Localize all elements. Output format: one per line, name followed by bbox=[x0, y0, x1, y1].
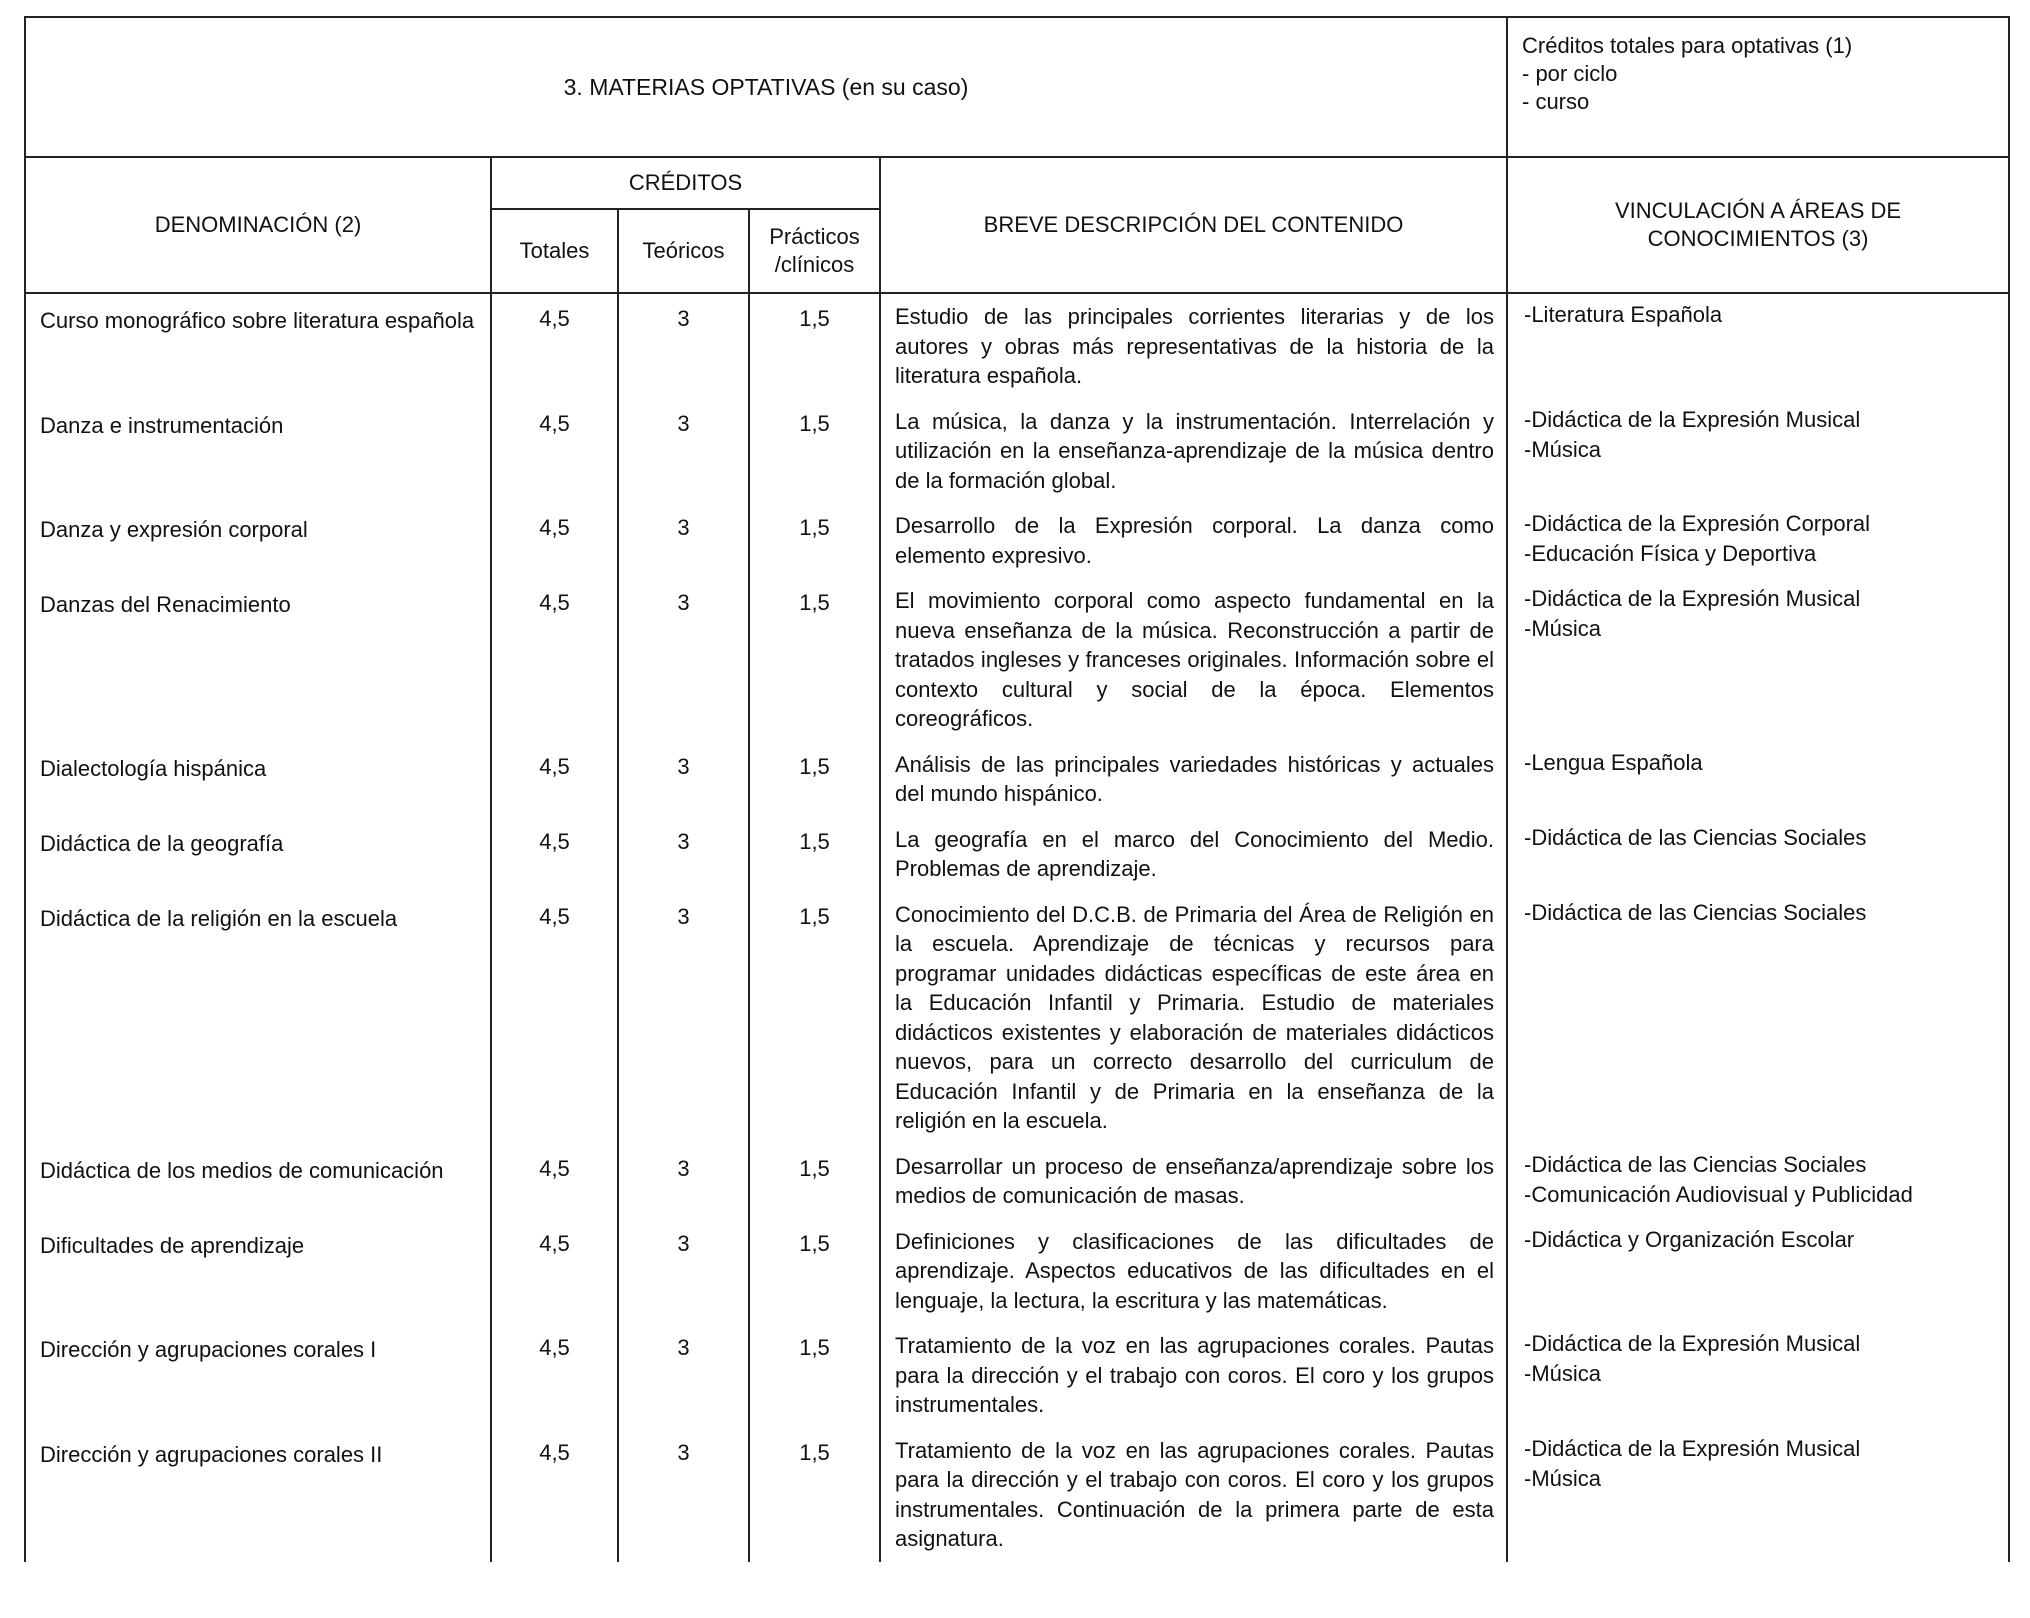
knowledge-area: -Didáctica de la Expresión Musical bbox=[1524, 406, 1861, 432]
subject-description: Desarrollo de la Expresión corporal. La danza como elemento expresivo. bbox=[880, 503, 1507, 578]
header-totales: Totales bbox=[491, 209, 618, 293]
credits-totales: 4,5 bbox=[491, 817, 618, 892]
table-row bbox=[25, 578, 2009, 742]
table-row bbox=[25, 1219, 2009, 1324]
credits-practicos: 1,5 bbox=[749, 503, 880, 578]
credits-teoricos: 3 bbox=[618, 892, 749, 1144]
subject-description: Conocimiento del D.C.B. de Primaria del Área de Religión en la escuela. Aprendizaje de técnicas y recursos para programar unidades didácticas específicas de este área en la Educación Infantil y Primaria. Estudio de materiales didácticos existentes y elaboración de materiales didácticos nuevos, para un correcto desarrollo del curriculum de Educación Infantil y de Primaria en la enseñanza de la religión en la escuela. bbox=[880, 892, 1507, 1144]
knowledge-area: -Educación Física y Deportiva bbox=[1524, 541, 1817, 566]
subject-name: Didáctica de la religión en la escuela bbox=[25, 892, 491, 1144]
credits-teoricos: 3 bbox=[618, 1144, 749, 1219]
header-vinculacion bbox=[1507, 157, 2009, 293]
knowledge-areas bbox=[1507, 1219, 2009, 1324]
subject-name: Dialectología hispánica bbox=[25, 742, 491, 817]
table-row bbox=[25, 293, 2009, 399]
credits-practicos: 1,5 bbox=[749, 1144, 880, 1219]
credits-practicos: 1,5 bbox=[749, 578, 880, 742]
header-descripcion: BREVE DESCRIPCIÓN DEL CONTENIDO bbox=[880, 157, 1507, 293]
credits-totales: 4,5 bbox=[491, 1323, 618, 1428]
header-practicos-line2: /clínicos bbox=[774, 252, 855, 277]
knowledge-area: -Música bbox=[1524, 616, 1602, 641]
optional-subjects-table bbox=[24, 16, 2010, 1562]
header-vinculacion-line1: VINCULACIÓN A ÁREAS DE bbox=[1614, 198, 1902, 223]
subject-name: Dirección y agrupaciones corales II bbox=[25, 1428, 491, 1562]
table-row bbox=[25, 399, 2009, 504]
credits-teoricos: 3 bbox=[618, 742, 749, 817]
knowledge-area: -Música bbox=[1524, 436, 1602, 462]
credits-practicos: 1,5 bbox=[749, 1219, 880, 1324]
subject-name: Dificultades de aprendizaje bbox=[25, 1219, 491, 1324]
knowledge-area: -Literatura Española bbox=[1524, 302, 1723, 327]
subject-description: Tratamiento de la voz en las agrupaciones corales. Pautas para la dirección y el trabajo con coros. El coro y los grupos instrumentales. bbox=[880, 1323, 1507, 1428]
header-practicos bbox=[749, 209, 880, 293]
credits-practicos: 1,5 bbox=[749, 399, 880, 504]
table-row bbox=[25, 892, 2009, 1144]
credits-teoricos: 3 bbox=[618, 1323, 749, 1428]
subject-description: Estudio de las principales corrientes literarias y de los autores y obras más representativas de la historia de la literatura española. bbox=[880, 293, 1507, 399]
knowledge-area: -Lengua Española bbox=[1524, 749, 1703, 775]
credits-totales: 4,5 bbox=[491, 399, 618, 504]
credits-total-title: Créditos totales para optativas (1) bbox=[1522, 33, 1853, 58]
subject-description: El movimiento corporal como aspecto fundamental en la nueva enseñanza de la música. Reconstrucción a partir de tratados ingleses y franceses originales. Información sobre el contexto cultural y social de la época. Elementos coreográficos. bbox=[880, 578, 1507, 742]
credits-per-cycle: - por ciclo bbox=[1522, 61, 1618, 86]
table-row bbox=[25, 1428, 2009, 1562]
credits-total-box bbox=[1507, 17, 2009, 157]
subject-name: Danza e instrumentación bbox=[25, 399, 491, 504]
credits-practicos: 1,5 bbox=[749, 892, 880, 1144]
document-page bbox=[24, 16, 2008, 1562]
credits-teoricos: 3 bbox=[618, 399, 749, 504]
table-body bbox=[25, 293, 2009, 1562]
subject-name: Danzas del Renacimiento bbox=[25, 578, 491, 742]
subject-name: Dirección y agrupaciones corales I bbox=[25, 1323, 491, 1428]
knowledge-area: -Didáctica de la Expresión Musical bbox=[1524, 1435, 1861, 1461]
credits-teoricos: 3 bbox=[618, 503, 749, 578]
subject-description: Desarrollar un proceso de enseñanza/aprendizaje sobre los medios de comunicación de masas. bbox=[880, 1144, 1507, 1219]
knowledge-areas bbox=[1507, 817, 2009, 892]
knowledge-areas bbox=[1507, 293, 2009, 399]
subject-description: Tratamiento de la voz en las agrupaciones corales. Pautas para la dirección y el trabajo con coros. El coro y los grupos instrumentales. Continuación de la primera parte de esta asignatura. bbox=[880, 1428, 1507, 1562]
subject-name: Didáctica de los medios de comunicación bbox=[25, 1144, 491, 1219]
subject-name: Danza y expresión corporal bbox=[25, 503, 491, 578]
credits-teoricos: 3 bbox=[618, 1219, 749, 1324]
knowledge-areas bbox=[1507, 1323, 2009, 1428]
header-practicos-line1: Prácticos bbox=[769, 224, 860, 249]
subject-name: Curso monográfico sobre literatura española bbox=[25, 293, 491, 399]
credits-totales: 4,5 bbox=[491, 1428, 618, 1562]
knowledge-area: -Didáctica de la Expresión Musical bbox=[1524, 586, 1861, 611]
knowledge-area: -Didáctica de las Ciencias Sociales bbox=[1524, 824, 1867, 850]
credits-practicos: 1,5 bbox=[749, 293, 880, 399]
credits-totales: 4,5 bbox=[491, 892, 618, 1144]
credits-course: - curso bbox=[1522, 89, 1590, 114]
subject-description: La geografía en el marco del Conocimiento del Medio. Problemas de aprendizaje. bbox=[880, 817, 1507, 892]
knowledge-area: -Didáctica de las Ciencias Sociales bbox=[1524, 899, 1867, 925]
knowledge-area: -Didáctica de las Ciencias Sociales bbox=[1524, 1151, 1867, 1177]
table-row bbox=[25, 817, 2009, 892]
subject-description: La música, la danza y la instrumentación. Interrelación y utilización en la enseñanza-aprendizaje de la música dentro de la formación global. bbox=[880, 399, 1507, 504]
subject-description: Análisis de las principales variedades históricas y actuales del mundo hispánico. bbox=[880, 742, 1507, 817]
subject-description: Definiciones y clasificaciones de las dificultades de aprendizaje. Aspectos educativos de las dificultades en el lenguaje, la lectura, la escritura y las matemáticas. bbox=[880, 1219, 1507, 1324]
knowledge-areas bbox=[1507, 892, 2009, 1144]
knowledge-area: -Comunicación Audiovisual y Publicidad bbox=[1524, 1181, 1913, 1207]
header-teoricos: Teóricos bbox=[618, 209, 749, 293]
knowledge-area: -Didáctica y Organización Escolar bbox=[1524, 1226, 1855, 1252]
credits-teoricos: 3 bbox=[618, 1428, 749, 1562]
knowledge-area: -Didáctica de la Expresión Corporal bbox=[1524, 511, 1871, 536]
knowledge-areas bbox=[1507, 1144, 2009, 1219]
credits-totales: 4,5 bbox=[491, 742, 618, 817]
table-row bbox=[25, 742, 2009, 817]
knowledge-areas bbox=[1507, 742, 2009, 817]
knowledge-areas bbox=[1507, 399, 2009, 504]
header-denominacion: DENOMINACIÓN (2) bbox=[25, 157, 491, 293]
credits-teoricos: 3 bbox=[618, 293, 749, 399]
credits-practicos: 1,5 bbox=[749, 1323, 880, 1428]
credits-practicos: 1,5 bbox=[749, 742, 880, 817]
knowledge-areas bbox=[1507, 503, 2009, 578]
table-row bbox=[25, 1323, 2009, 1428]
credits-teoricos: 3 bbox=[618, 817, 749, 892]
knowledge-areas bbox=[1507, 578, 2009, 742]
credits-totales: 4,5 bbox=[491, 503, 618, 578]
credits-practicos: 1,5 bbox=[749, 817, 880, 892]
knowledge-area: -Música bbox=[1524, 1465, 1602, 1491]
credits-totales: 4,5 bbox=[491, 1144, 618, 1219]
knowledge-areas bbox=[1507, 1428, 2009, 1562]
subject-name: Didáctica de la geografía bbox=[25, 817, 491, 892]
credits-totales: 4,5 bbox=[491, 578, 618, 742]
section-title: 3. MATERIAS OPTATIVAS (en su caso) bbox=[25, 17, 1507, 157]
credits-totales: 4,5 bbox=[491, 293, 618, 399]
knowledge-area: -Didáctica de la Expresión Musical bbox=[1524, 1331, 1861, 1356]
knowledge-area: -Música bbox=[1524, 1361, 1602, 1386]
header-vinculacion-line2: CONOCIMIENTOS (3) bbox=[1647, 226, 1869, 251]
table-row bbox=[25, 1144, 2009, 1219]
credits-practicos: 1,5 bbox=[749, 1428, 880, 1562]
credits-teoricos: 3 bbox=[618, 578, 749, 742]
credits-totales: 4,5 bbox=[491, 1219, 618, 1324]
header-creditos: CRÉDITOS bbox=[491, 157, 880, 209]
table-row bbox=[25, 503, 2009, 578]
